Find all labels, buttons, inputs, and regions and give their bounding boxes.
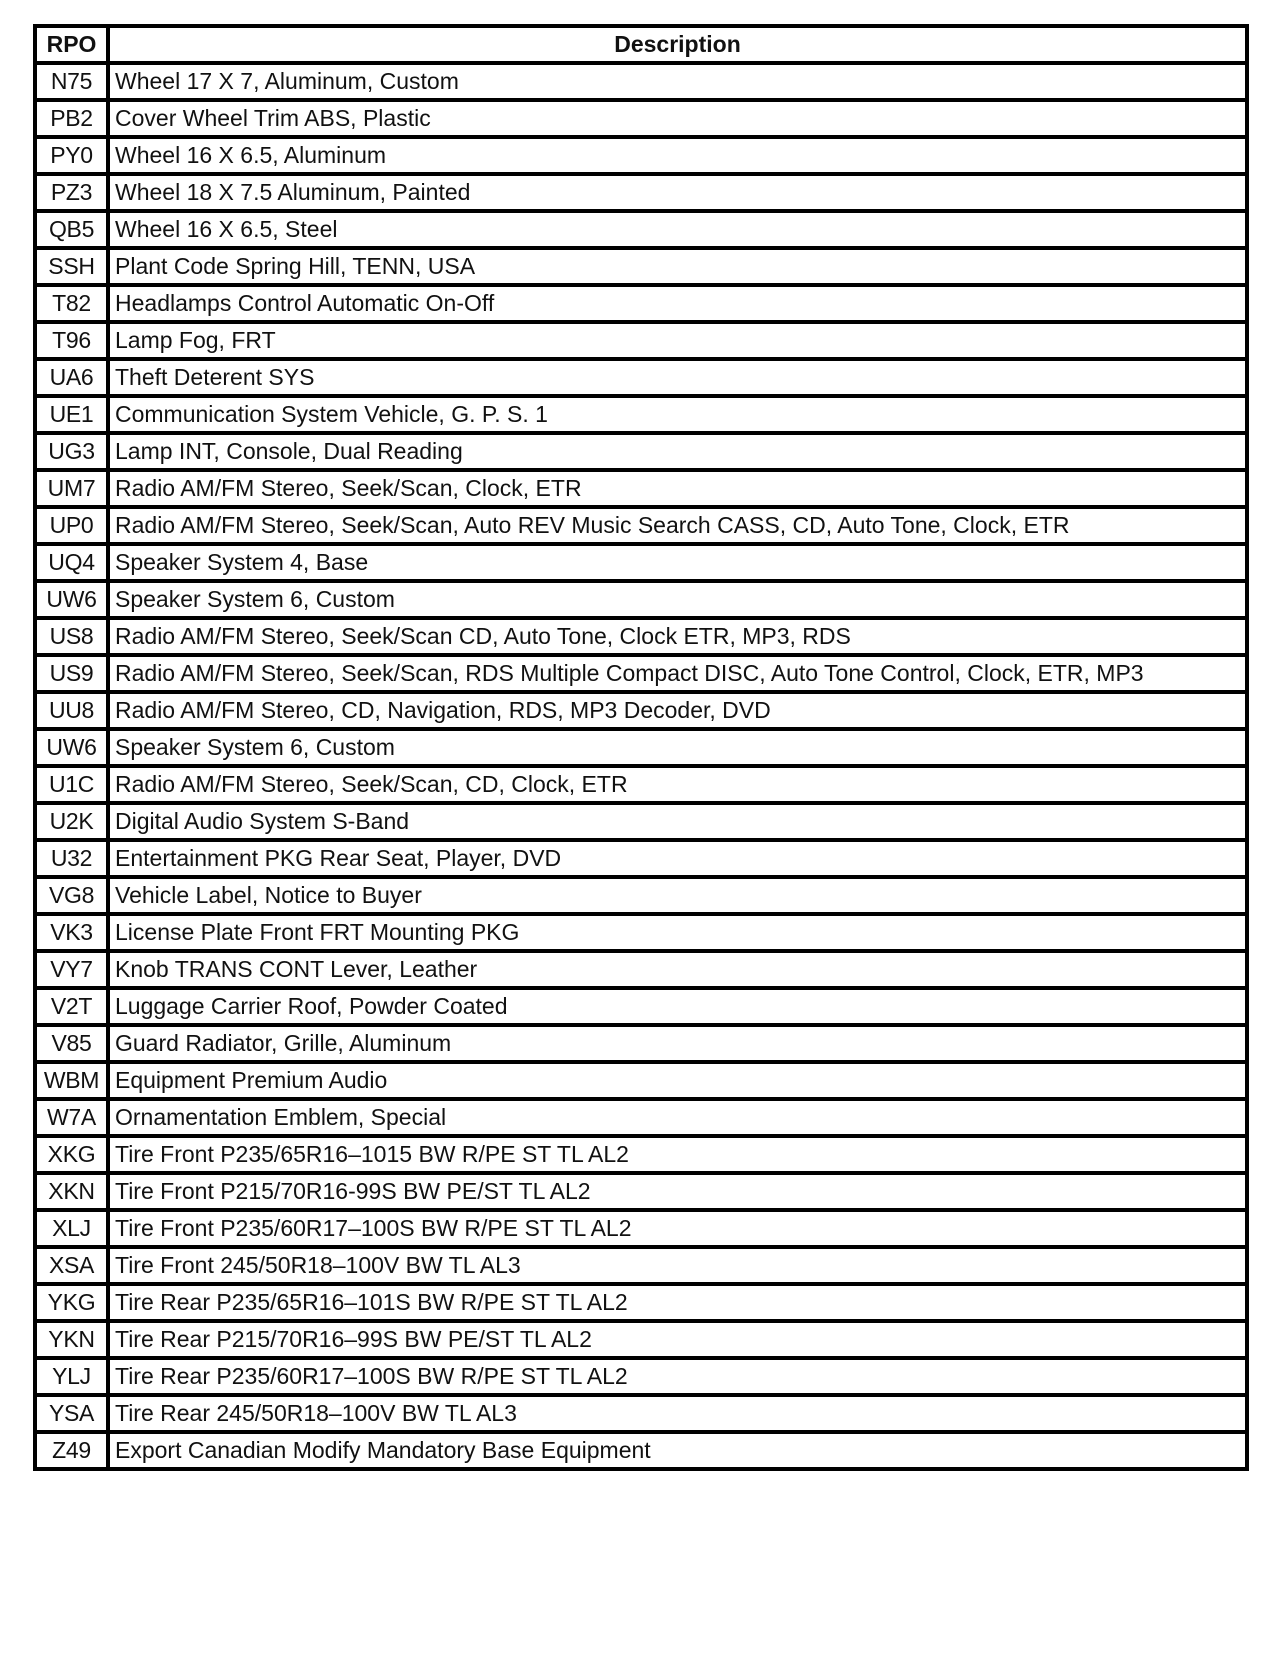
description-cell: Wheel 16 X 6.5, Aluminum [108, 137, 1247, 174]
rpo-code-cell: UQ4 [35, 544, 108, 581]
table-row [35, 544, 1247, 581]
rpo-code-cell: YKG [35, 1284, 108, 1321]
description-cell: Digital Audio System S-Band [108, 803, 1247, 840]
rpo-code-cell: UW6 [35, 581, 108, 618]
table-row [35, 1062, 1247, 1099]
table-row [35, 1099, 1247, 1136]
table-row [35, 1432, 1247, 1469]
rpo-code-cell: VY7 [35, 951, 108, 988]
rpo-code-cell: VG8 [35, 877, 108, 914]
description-cell: Plant Code Spring Hill, TENN, USA [108, 248, 1247, 285]
rpo-code-cell: YKN [35, 1321, 108, 1358]
table-row [35, 877, 1247, 914]
table-row [35, 396, 1247, 433]
rpo-code-cell: UW6 [35, 729, 108, 766]
description-cell: Radio AM/FM Stereo, Seek/Scan CD, Auto Tone, Clock ETR, MP3, RDS [108, 618, 1247, 655]
description-cell: Lamp Fog, FRT [108, 322, 1247, 359]
table-row [35, 174, 1247, 211]
description-cell: Speaker System 6, Custom [108, 729, 1247, 766]
rpo-code-cell: YSA [35, 1395, 108, 1432]
rpo-code-cell: UA6 [35, 359, 108, 396]
table-row [35, 507, 1247, 544]
table-row [35, 248, 1247, 285]
table-row [35, 914, 1247, 951]
description-cell: Equipment Premium Audio [108, 1062, 1247, 1099]
rpo-code-cell: UP0 [35, 507, 108, 544]
rpo-code-cell: XKN [35, 1173, 108, 1210]
description-cell: Radio AM/FM Stereo, Seek/Scan, Auto REV Music Search CASS, CD, Auto Tone, Clock, ETR [108, 507, 1247, 544]
table-row [35, 1136, 1247, 1173]
description-cell: Tire Front P215/70R16-99S BW PE/ST TL AL2 [108, 1173, 1247, 1210]
description-cell: Tire Front P235/65R16–1015 BW R/PE ST TL AL2 [108, 1136, 1247, 1173]
description-cell: Guard Radiator, Grille, Aluminum [108, 1025, 1247, 1062]
table-row [35, 1173, 1247, 1210]
table-row [35, 63, 1247, 100]
rpo-code-cell: WBM [35, 1062, 108, 1099]
rpo-code-cell: US8 [35, 618, 108, 655]
description-cell: Radio AM/FM Stereo, Seek/Scan, CD, Clock, ETR [108, 766, 1247, 803]
rpo-code-cell: US9 [35, 655, 108, 692]
description-cell: Tire Front P235/60R17–100S BW R/PE ST TL AL2 [108, 1210, 1247, 1247]
rpo-code-cell: XSA [35, 1247, 108, 1284]
rpo-code-cell: UU8 [35, 692, 108, 729]
header-row [35, 26, 1247, 63]
description-cell: Tire Rear P235/65R16–101S BW R/PE ST TL AL2 [108, 1284, 1247, 1321]
rpo-code-cell: VK3 [35, 914, 108, 951]
table-row [35, 951, 1247, 988]
description-cell: Speaker System 6, Custom [108, 581, 1247, 618]
description-cell: Tire Rear 245/50R18–100V BW TL AL3 [108, 1395, 1247, 1432]
table-row [35, 988, 1247, 1025]
description-cell: Entertainment PKG Rear Seat, Player, DVD [108, 840, 1247, 877]
rpo-code-cell: N75 [35, 63, 108, 100]
description-cell: Ornamentation Emblem, Special [108, 1099, 1247, 1136]
table-row [35, 322, 1247, 359]
description-cell: Luggage Carrier Roof, Powder Coated [108, 988, 1247, 1025]
table-row [35, 211, 1247, 248]
description-cell: Tire Front 245/50R18–100V BW TL AL3 [108, 1247, 1247, 1284]
description-column-header: Description [108, 26, 1247, 63]
rpo-code-cell: T82 [35, 285, 108, 322]
table-row [35, 433, 1247, 470]
description-cell: License Plate Front FRT Mounting PKG [108, 914, 1247, 951]
rpo-code-cell: SSH [35, 248, 108, 285]
table-row [35, 803, 1247, 840]
rpo-code-cell: XLJ [35, 1210, 108, 1247]
table-row [35, 359, 1247, 396]
description-cell: Wheel 17 X 7, Aluminum, Custom [108, 63, 1247, 100]
rpo-code-cell: QB5 [35, 211, 108, 248]
table-row [35, 729, 1247, 766]
table-row [35, 137, 1247, 174]
description-cell: Theft Deterent SYS [108, 359, 1247, 396]
table-row [35, 1358, 1247, 1395]
rpo-code-cell: PY0 [35, 137, 108, 174]
rpo-column-header: RPO [35, 26, 108, 63]
rpo-code-cell: U1C [35, 766, 108, 803]
table-row [35, 1321, 1247, 1358]
table-row [35, 1395, 1247, 1432]
rpo-code-cell: YLJ [35, 1358, 108, 1395]
table-row [35, 1284, 1247, 1321]
description-cell: Tire Rear P235/60R17–100S BW R/PE ST TL AL2 [108, 1358, 1247, 1395]
description-cell: Headlamps Control Automatic On-Off [108, 285, 1247, 322]
rpo-code-cell: PZ3 [35, 174, 108, 211]
rpo-code-cell: U2K [35, 803, 108, 840]
table-row [35, 470, 1247, 507]
description-cell: Export Canadian Modify Mandatory Base Equipment [108, 1432, 1247, 1469]
table-row [35, 1210, 1247, 1247]
rpo-code-cell: Z49 [35, 1432, 108, 1469]
rpo-code-cell: V2T [35, 988, 108, 1025]
description-cell: Vehicle Label, Notice to Buyer [108, 877, 1247, 914]
description-cell: Radio AM/FM Stereo, Seek/Scan, RDS Multiple Compact DISC, Auto Tone Control, Clock, ETR, MP3 [108, 655, 1247, 692]
description-cell: Speaker System 4, Base [108, 544, 1247, 581]
table-row [35, 766, 1247, 803]
table-row [35, 655, 1247, 692]
description-cell: Wheel 16 X 6.5, Steel [108, 211, 1247, 248]
table-row [35, 100, 1247, 137]
rpo-code-cell: U32 [35, 840, 108, 877]
table-row [35, 618, 1247, 655]
rpo-code-cell: PB2 [35, 100, 108, 137]
table-row [35, 840, 1247, 877]
rpo-code-cell: V85 [35, 1025, 108, 1062]
table-row [35, 1025, 1247, 1062]
description-cell: Radio AM/FM Stereo, CD, Navigation, RDS, MP3 Decoder, DVD [108, 692, 1247, 729]
table-row [35, 285, 1247, 322]
rpo-table [33, 24, 1249, 1471]
description-cell: Wheel 18 X 7.5 Aluminum, Painted [108, 174, 1247, 211]
description-cell: Knob TRANS CONT Lever, Leather [108, 951, 1247, 988]
rpo-code-cell: UM7 [35, 470, 108, 507]
table-row [35, 581, 1247, 618]
description-cell: Communication System Vehicle, G. P. S. 1 [108, 396, 1247, 433]
rpo-code-cell: UE1 [35, 396, 108, 433]
description-cell: Radio AM/FM Stereo, Seek/Scan, Clock, ETR [108, 470, 1247, 507]
rpo-code-cell: UG3 [35, 433, 108, 470]
description-cell: Lamp INT, Console, Dual Reading [108, 433, 1247, 470]
description-cell: Cover Wheel Trim ABS, Plastic [108, 100, 1247, 137]
table-row [35, 1247, 1247, 1284]
rpo-code-cell: W7A [35, 1099, 108, 1136]
description-cell: Tire Rear P215/70R16–99S BW PE/ST TL AL2 [108, 1321, 1247, 1358]
rpo-code-cell: XKG [35, 1136, 108, 1173]
rpo-code-cell: T96 [35, 322, 108, 359]
table-body [35, 63, 1247, 1469]
table-row [35, 692, 1247, 729]
